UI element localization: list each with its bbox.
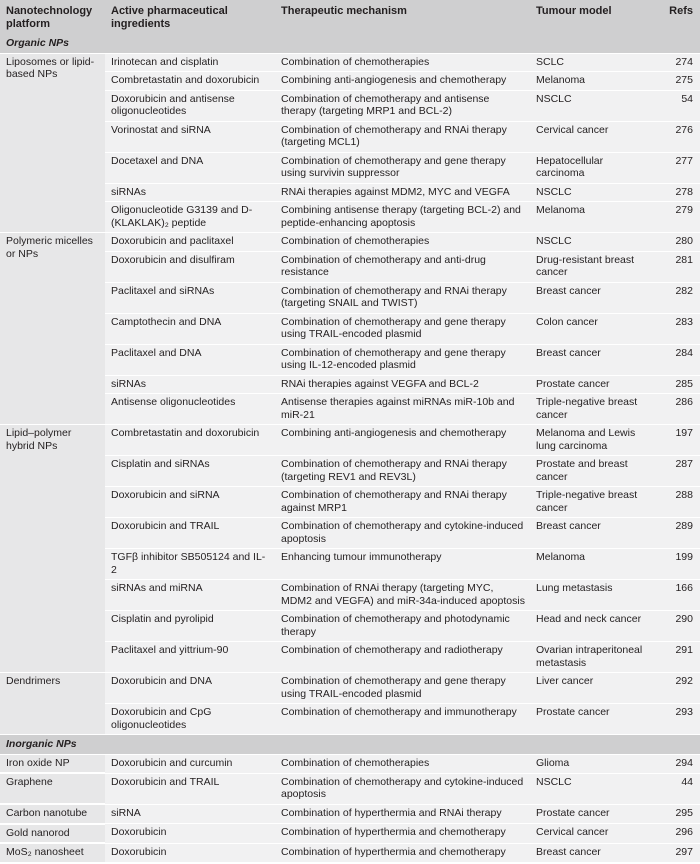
ref-cell: 284 — [650, 344, 700, 375]
tumour-cell: Melanoma — [530, 202, 650, 233]
mechanism-cell: Combination of chemotherapy and RNAi therapy against MRP1 — [275, 487, 530, 518]
table-row — [0, 121, 700, 152]
ref-cell: 276 — [650, 121, 700, 152]
ref-cell: 199 — [650, 549, 700, 580]
mechanism-cell: Combination of chemotherapy and antisense therapy (targeting MRP1 and BCL-2) — [275, 90, 530, 121]
mechanism-cell: Combination of chemotherapy and anti-drug resistance — [275, 251, 530, 282]
tumour-cell: Melanoma — [530, 549, 650, 580]
tumour-cell: Melanoma — [530, 72, 650, 91]
tumour-cell: NSCLC — [530, 183, 650, 202]
ref-cell: 289 — [650, 518, 700, 549]
tumour-cell: Breast cancer — [530, 282, 650, 313]
ingredients-cell: Oligonucleotide G3139 and D-(KLAKLAK)₂ peptide — [105, 202, 275, 233]
ingredients-cell: Paclitaxel and yittrium-90 — [105, 642, 275, 673]
tumour-cell: Triple-negative breast cancer — [530, 394, 650, 425]
ref-cell: 297 — [650, 843, 700, 863]
ingredients-cell: Antisense oligonucleotides — [105, 394, 275, 425]
ingredients-cell: Combretastatin and doxorubicin — [105, 425, 275, 456]
mechanism-cell: Combining anti-angiogenesis and chemotherapy — [275, 425, 530, 456]
section-row — [0, 34, 700, 53]
mechanism-cell: Combination of chemotherapy and gene therapy using survivin suppressor — [275, 152, 530, 183]
mechanism-cell: Combination of hyperthermia and chemotherapy — [275, 824, 530, 844]
platform-cell: Graphene — [0, 773, 105, 804]
ingredients-cell: siRNAs and miRNA — [105, 580, 275, 611]
mechanism-cell: Combination of chemotherapy and RNAi therapy (targeting REV1 and REV3L) — [275, 456, 530, 487]
ingredients-cell: Doxorubicin and curcumin — [105, 754, 275, 773]
tumour-cell: Prostate cancer — [530, 704, 650, 735]
ref-cell: 277 — [650, 152, 700, 183]
col-header-ingredients: Active pharmaceutical ingredients — [105, 0, 275, 34]
tumour-cell: Glioma — [530, 754, 650, 773]
ingredients-cell: Doxorubicin and CpG oligonucleotides — [105, 704, 275, 735]
ingredients-cell: Doxorubicin — [105, 843, 275, 863]
ingredients-cell: Camptothecin and DNA — [105, 313, 275, 344]
mechanism-cell: Antisense therapies against miRNAs miR-10b and miR-21 — [275, 394, 530, 425]
table-row — [0, 773, 700, 804]
mechanism-cell: Combination of chemotherapy and RNAi therapy (targeting MCL1) — [275, 121, 530, 152]
platform-cell: Lipid–polymer hybrid NPs — [0, 425, 105, 673]
tumour-cell: Head and neck cancer — [530, 611, 650, 642]
tumour-cell: NSCLC — [530, 233, 650, 252]
ingredients-cell: Combretastatin and doxorubicin — [105, 72, 275, 91]
ingredients-cell: siRNAs — [105, 183, 275, 202]
table-row — [0, 72, 700, 91]
col-header-tumour: Tumour model — [530, 0, 650, 34]
tumour-cell: Prostate cancer — [530, 375, 650, 394]
table-row — [0, 843, 700, 863]
tumour-cell: Prostate cancer — [530, 804, 650, 824]
ingredients-cell: Doxorubicin and TRAIL — [105, 518, 275, 549]
mechanism-cell: Combination of chemotherapies — [275, 53, 530, 72]
ingredients-cell: Cisplatin and siRNAs — [105, 456, 275, 487]
mechanism-cell: Combination of chemotherapy and gene therapy using TRAIL-encoded plasmid — [275, 313, 530, 344]
ref-cell: 283 — [650, 313, 700, 344]
ref-cell: 295 — [650, 804, 700, 824]
tumour-cell: Drug-resistant breast cancer — [530, 251, 650, 282]
ref-cell: 281 — [650, 251, 700, 282]
mechanism-cell: Combination of hyperthermia and RNAi therapy — [275, 804, 530, 824]
ingredients-cell: Doxorubicin and TRAIL — [105, 773, 275, 804]
tumour-cell: Hepatocellular carcinoma — [530, 152, 650, 183]
tumour-cell: Breast cancer — [530, 344, 650, 375]
ingredients-cell: Doxorubicin — [105, 824, 275, 844]
mechanism-cell: Combination of chemotherapy and gene therapy using IL-12-encoded plasmid — [275, 344, 530, 375]
table-row — [0, 673, 700, 704]
mechanism-cell: Combining antisense therapy (targeting BCL-2) and peptide-enhancing apoptosis — [275, 202, 530, 233]
table-row — [0, 580, 700, 611]
table-row — [0, 90, 700, 121]
table-row — [0, 344, 700, 375]
platform-cell: MoS₂ nanosheet — [0, 843, 105, 863]
mechanism-cell: Combination of chemotherapy and radiotherapy — [275, 642, 530, 673]
tumour-cell: Ovarian intraperitoneal metastasis — [530, 642, 650, 673]
col-header-refs: Refs — [650, 0, 700, 34]
ref-cell: 292 — [650, 673, 700, 704]
ref-cell: 278 — [650, 183, 700, 202]
tumour-cell: Breast cancer — [530, 843, 650, 863]
platform-cell: Polymeric micelles or NPs — [0, 233, 105, 425]
section-row — [0, 735, 700, 755]
table-row — [0, 53, 700, 72]
ref-cell: 54 — [650, 90, 700, 121]
ingredients-cell: Doxorubicin and antisense oligonucleotides — [105, 90, 275, 121]
table-row — [0, 152, 700, 183]
mechanism-cell: Combination of chemotherapies — [275, 233, 530, 252]
ref-cell: 279 — [650, 202, 700, 233]
table-row — [0, 233, 700, 252]
ref-cell: 286 — [650, 394, 700, 425]
platform-cell: Gold nanorod — [0, 824, 105, 844]
table-row — [0, 824, 700, 844]
ref-cell: 290 — [650, 611, 700, 642]
table-row — [0, 754, 700, 773]
table-row — [0, 425, 700, 456]
ingredients-cell: Doxorubicin and paclitaxel — [105, 233, 275, 252]
section-title: Inorganic NPs — [0, 735, 700, 755]
tumour-cell: NSCLC — [530, 773, 650, 804]
mechanism-cell: Combination of chemotherapy and cytokine-induced apoptosis — [275, 773, 530, 804]
ref-cell: 293 — [650, 704, 700, 735]
mechanism-cell: Combining anti-angiogenesis and chemotherapy — [275, 72, 530, 91]
mechanism-cell: Combination of chemotherapy and immunotherapy — [275, 704, 530, 735]
ingredients-cell: Docetaxel and DNA — [105, 152, 275, 183]
ref-cell: 291 — [650, 642, 700, 673]
table-row — [0, 487, 700, 518]
mechanism-cell: Enhancing tumour immunotherapy — [275, 549, 530, 580]
platform-cell: Iron oxide NP — [0, 754, 105, 773]
ingredients-cell: Paclitaxel and siRNAs — [105, 282, 275, 313]
table-body — [0, 34, 700, 863]
tumour-cell: Colon cancer — [530, 313, 650, 344]
ref-cell: 197 — [650, 425, 700, 456]
ref-cell: 280 — [650, 233, 700, 252]
col-header-mechanism: Therapeutic mechanism — [275, 0, 530, 34]
tumour-cell: Liver cancer — [530, 673, 650, 704]
platform-cell: Carbon nanotube — [0, 804, 105, 824]
ref-cell: 296 — [650, 824, 700, 844]
table-row — [0, 183, 700, 202]
mechanism-cell: Combination of chemotherapies — [275, 754, 530, 773]
table-row — [0, 282, 700, 313]
table-row — [0, 549, 700, 580]
ingredients-cell: Vorinostat and siRNA — [105, 121, 275, 152]
ref-cell: 282 — [650, 282, 700, 313]
ref-cell: 275 — [650, 72, 700, 91]
table-row — [0, 313, 700, 344]
ref-cell: 274 — [650, 53, 700, 72]
tumour-cell: Cervical cancer — [530, 824, 650, 844]
ingredients-cell: Doxorubicin and siRNA — [105, 487, 275, 518]
mechanism-cell: Combination of RNAi therapy (targeting MYC, MDM2 and VEGFA) and miR-34a-induced apoptosis — [275, 580, 530, 611]
ref-cell: 166 — [650, 580, 700, 611]
mechanism-cell: Combination of chemotherapy and photodynamic therapy — [275, 611, 530, 642]
ref-cell: 288 — [650, 487, 700, 518]
table-row — [0, 704, 700, 735]
ref-cell: 287 — [650, 456, 700, 487]
ingredients-cell: Doxorubicin and DNA — [105, 673, 275, 704]
table-row — [0, 642, 700, 673]
platform-cell: Liposomes or lipid-based NPs — [0, 53, 105, 233]
ingredients-cell: TGFβ inhibitor SB505124 and IL-2 — [105, 549, 275, 580]
platform-cell: Dendrimers — [0, 673, 105, 735]
ref-cell: 294 — [650, 754, 700, 773]
table-row — [0, 804, 700, 824]
ingredients-cell: siRNA — [105, 804, 275, 824]
table-row — [0, 202, 700, 233]
header-row — [0, 0, 700, 34]
mechanism-cell: Combination of chemotherapy and RNAi therapy (targeting SNAIL and TWIST) — [275, 282, 530, 313]
mechanism-cell: RNAi therapies against VEGFA and BCL-2 — [275, 375, 530, 394]
table-row — [0, 251, 700, 282]
ref-cell: 44 — [650, 773, 700, 804]
tumour-cell: Prostate and breast cancer — [530, 456, 650, 487]
tumour-cell: Triple-negative breast cancer — [530, 487, 650, 518]
table-row — [0, 611, 700, 642]
table-row — [0, 456, 700, 487]
col-header-platform: Nanotechnology platform — [0, 0, 105, 34]
mechanism-cell: Combination of chemotherapy and cytokine-induced apoptosis — [275, 518, 530, 549]
table-row — [0, 375, 700, 394]
tumour-cell: Melanoma and Lewis lung carcinoma — [530, 425, 650, 456]
ref-cell: 285 — [650, 375, 700, 394]
mechanism-cell: RNAi therapies against MDM2, MYC and VEGFA — [275, 183, 530, 202]
ingredients-cell: Cisplatin and pyrolipid — [105, 611, 275, 642]
ingredients-cell: siRNAs — [105, 375, 275, 394]
ingredients-cell: Paclitaxel and DNA — [105, 344, 275, 375]
ingredients-cell: Irinotecan and cisplatin — [105, 53, 275, 72]
table-row — [0, 518, 700, 549]
mechanism-cell: Combination of chemotherapy and gene therapy using TRAIL-encoded plasmid — [275, 673, 530, 704]
tumour-cell: Cervical cancer — [530, 121, 650, 152]
tumour-cell: NSCLC — [530, 90, 650, 121]
table-row — [0, 394, 700, 425]
tumour-cell: SCLC — [530, 53, 650, 72]
section-title: Organic NPs — [0, 34, 700, 53]
tumour-cell: Breast cancer — [530, 518, 650, 549]
mechanism-cell: Combination of hyperthermia and chemotherapy — [275, 843, 530, 863]
tumour-cell: Lung metastasis — [530, 580, 650, 611]
ingredients-cell: Doxorubicin and disulfiram — [105, 251, 275, 282]
